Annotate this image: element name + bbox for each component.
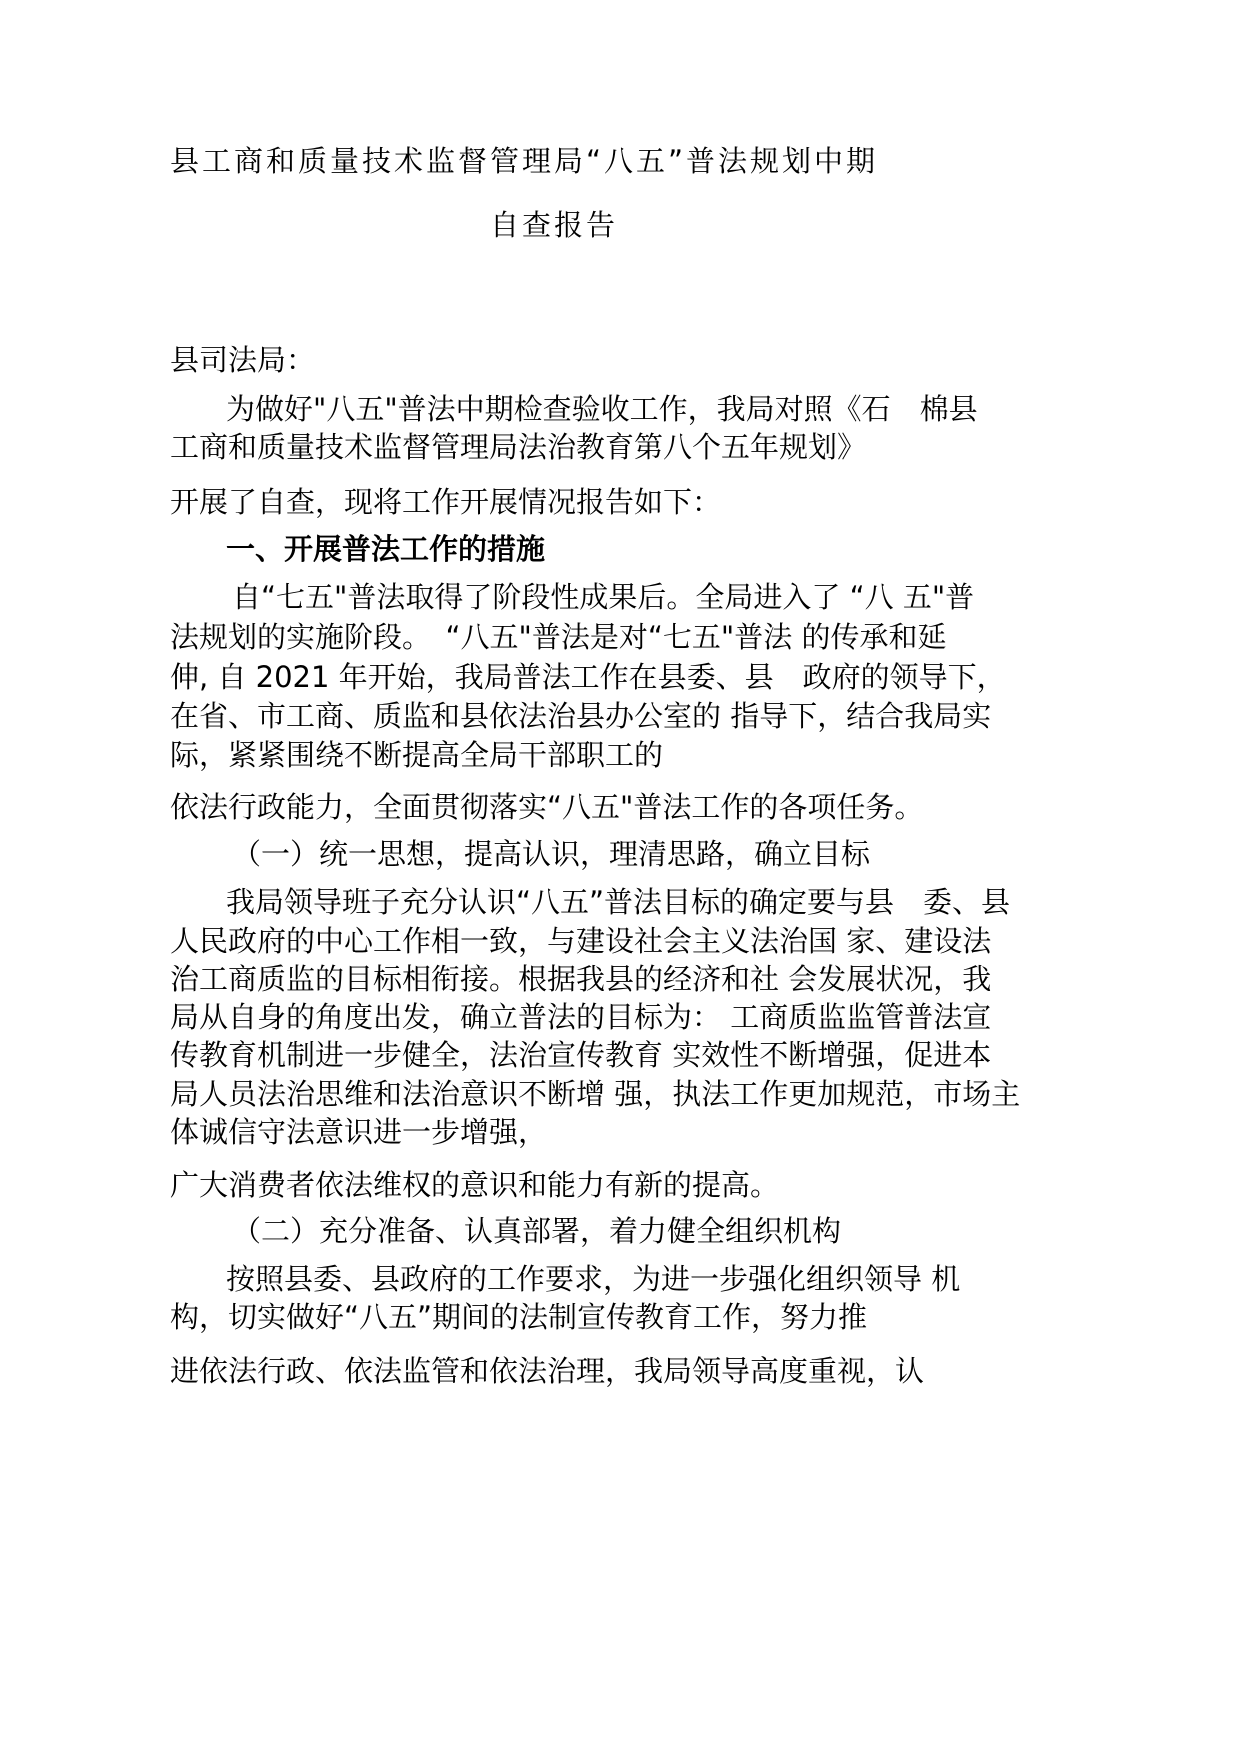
paragraph-line: 伸, 自 2021 年开始，我局普法工作在县委、县 政府的领导下， — [170, 660, 1006, 694]
paragraph-line: 为做好"八五"普法中期检查验收工作，我局对照《石 棉县 — [226, 392, 978, 426]
paragraph-line: 法规划的实施阶段。 “八五"普法是对“七五"普法 的传承和延 — [170, 620, 947, 654]
paragraph-line: 依法行政能力，全面贯彻落实“八五"普法工作的各项任务。 — [170, 790, 924, 824]
document-title-line-2: 自查报告 — [490, 208, 619, 242]
paragraph-line: 传教育机制进一步健全，法治宣传教育 实效性不断增强，促进本 — [170, 1038, 992, 1072]
subsection-heading: （二）充分准备、认真部署，着力健全组织机构 — [232, 1214, 842, 1248]
paragraph-line: 开展了自查，现将工作开展情况报告如下： — [170, 485, 722, 519]
paragraph-line: 在省、市工商、质监和县依法治县办公室的 指导下，结合我局实 — [170, 699, 992, 733]
document-title-line-1: 县工商和质量技术监督管理局“八五”普法规划中期 — [170, 144, 879, 178]
paragraph-line: 构，切实做好“八五”期间的法制宣传教育工作，努力推 — [170, 1300, 868, 1334]
paragraph-line: 自“七五"普法取得了阶段性成果后。全局进入了 “八 五"普 — [232, 580, 975, 614]
section-heading: 一、开展普法工作的措施 — [226, 532, 546, 566]
subsection-heading: （一）统一思想，提高认识，理清思路，确立目标 — [232, 837, 871, 871]
paragraph-line: 人民政府的中心工作相一致，与建设社会主义法治国 家、建设法 — [170, 924, 992, 958]
paragraph-line: 局从自身的角度出发，确立普法的目标为： 工商质监监管普法宣 — [170, 1000, 992, 1034]
paragraph-line: 我局领导班子充分认识“八五”普法目标的确定要与县 委、县 — [226, 885, 1011, 919]
paragraph-line: 按照县委、县政府的工作要求，为进一步强化组织领导 机 — [226, 1262, 961, 1296]
paragraph-line: 广大消费者依法维权的意识和能力有新的提高。 — [170, 1168, 780, 1202]
paragraph-line: 进依法行政、依法监管和依法治理，我局领导高度重视，认 — [170, 1354, 925, 1388]
paragraph-line: 体诚信守法意识进一步增强， — [170, 1115, 548, 1149]
salutation: 县司法局： — [170, 343, 316, 377]
paragraph-line: 际，紧紧围绕不断提高全局干部职工的 — [170, 738, 664, 772]
paragraph-line: 治工商质监的目标相衔接。根据我县的经济和社 会发展状况，我 — [170, 962, 992, 996]
paragraph-line: 局人员法治思维和法治意识不断增 强，执法工作更加规范，市场主 — [170, 1077, 1021, 1111]
paragraph-line: 工商和质量技术监督管理局法治教育第八个五年规划》 — [170, 430, 867, 464]
